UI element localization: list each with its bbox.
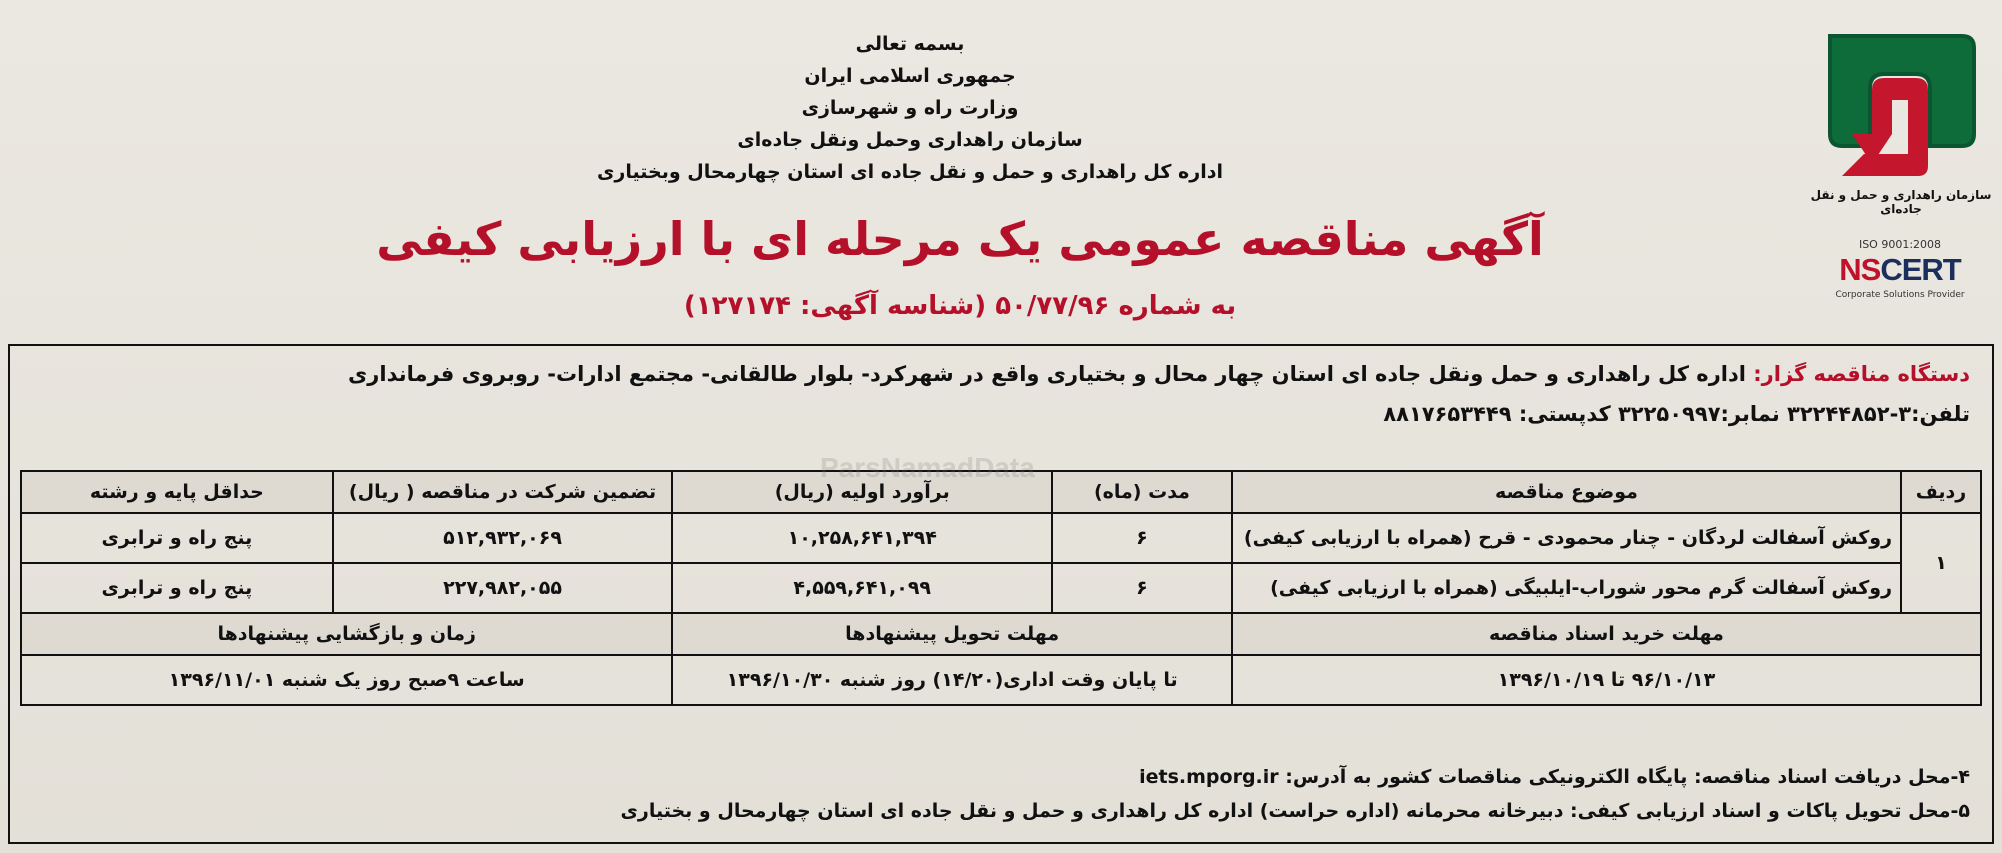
header-lines <box>420 28 1400 188</box>
col-header: حداقل پایه و رشته <box>21 471 333 513</box>
iso-label: ISO 9001:2008 <box>1858 238 1942 251</box>
duration-cell: ۶ <box>1052 513 1232 563</box>
logo-caption: سازمان راهداری و حمل و نقل جاده‌ای <box>1810 188 1992 216</box>
col-header: مدت (ماه) <box>1052 471 1232 513</box>
deadline-header-row <box>21 613 1981 655</box>
header-line: سازمان راهداری وحمل ونقل جاده‌ای <box>737 129 1083 151</box>
guarantee-cell: ۲۲۷,۹۸۲,۰۵۵ <box>333 563 673 613</box>
organizer-text: اداره کل راهداری و حمل ونقل جاده ای استان چهار محال و بختیاری واقع در شهرکرد- بلوار طالقانی- مجتمع ادارات- روبروی فرمانداری <box>348 362 1746 386</box>
col-header: موضوع مناقصه <box>1232 471 1901 513</box>
watermark: ParsNamadData <box>820 452 1035 483</box>
table-row <box>21 563 1981 613</box>
deadline-value: ۹۶/۱۰/۱۳ تا ۱۳۹۶/۱۰/۱۹ <box>1232 655 1981 705</box>
tender-table <box>20 470 1982 706</box>
road-transport-logo-icon <box>1812 16 1988 206</box>
header-line: جمهوری اسلامی ایران <box>804 65 1016 87</box>
col-header: تضمین شرکت در مناقصه ( ریال) <box>333 471 673 513</box>
cert-name: NSCERT <box>1839 252 1961 287</box>
subject-cell: روکش آسفالت لردگان - چنار محمودی - قرح (همراه با ارزیابی کیفی) <box>1232 513 1901 563</box>
notes <box>30 760 1970 828</box>
header-line: اداره کل راهداری و حمل و نقل جاده ای استان چهارمحال وبختیاری <box>597 161 1223 183</box>
col-header: ردیف <box>1901 471 1981 513</box>
estimate-cell: ۱۰,۲۵۸,۶۴۱,۳۹۴ <box>672 513 1052 563</box>
guarantee-cell: ۵۱۲,۹۳۲,۰۶۹ <box>333 513 673 563</box>
deadline-header: مهلت خرید اسناد مناقصه <box>1232 613 1981 655</box>
grade-cell: پنج راه و ترابری <box>21 563 333 613</box>
deadline-header: مهلت تحویل پیشنهادها <box>672 613 1232 655</box>
notice-title: آگهی مناقصه عمومی یک مرحله ای با ارزیابی کیفی <box>376 212 1544 266</box>
deadline-value: تا پایان وقت اداری(۱۴/۲۰) روز شنبه ۱۳۹۶/۱۰/۳۰ <box>672 655 1232 705</box>
organizer-line <box>30 358 1970 390</box>
header-line: وزارت راه و شهرسازی <box>801 97 1019 119</box>
notice-subtitle: به شماره ۵۰/۷۷/۹۶ (شناسه آگهی: ۱۲۷۱۷۴) <box>683 291 1237 321</box>
note-item: ۴-محل دریافت اسناد مناقصه: پایگاه الکترونیکی مناقصات کشور به آدرس: iets.mporg.ir <box>1139 766 1970 788</box>
estimate-cell: ۴,۵۵۹,۶۴۱,۰۹۹ <box>672 563 1052 613</box>
table-row <box>21 513 1981 563</box>
col-header: برآورد اولیه (ریال) <box>672 471 1052 513</box>
subject-cell: روکش آسفالت گرم محور شوراب-ایلبیگی (همراه با ارزیابی کیفی) <box>1232 563 1901 613</box>
grade-cell: پنج راه و ترابری <box>21 513 333 563</box>
nscert-logo <box>1808 232 1992 306</box>
contact-line: تلفن:۳-۳۲۲۴۴۸۵۲ نمابر:۳۲۲۵۰۹۹۷ کدپستی: ۸۸۱۷۶۵۳۴۴۹ <box>1383 402 1970 426</box>
note-item: ۵-محل تحویل پاکات و اسناد ارزیابی کیفی: دبیرخانه محرمانه (اداره حراست) اداره کل راهداری و حمل و نقل جاده ای استان چهارمحال و بختیاری <box>620 800 1970 822</box>
duration-cell: ۶ <box>1052 563 1232 613</box>
deadline-value: ساعت ۹صبح روز یک شنبه ۱۳۹۶/۱۱/۰۱ <box>21 655 672 705</box>
organizer-label: دستگاه مناقصه گزار: <box>1753 362 1970 386</box>
header-line: بسمه تعالی <box>855 33 965 55</box>
cert-subtitle: Corporate Solutions Provider <box>1835 290 1965 300</box>
row-number: ۱ <box>1901 513 1981 613</box>
deadline-value-row <box>21 655 1981 705</box>
deadline-header: زمان و بازگشایی پیشنهادها <box>21 613 672 655</box>
